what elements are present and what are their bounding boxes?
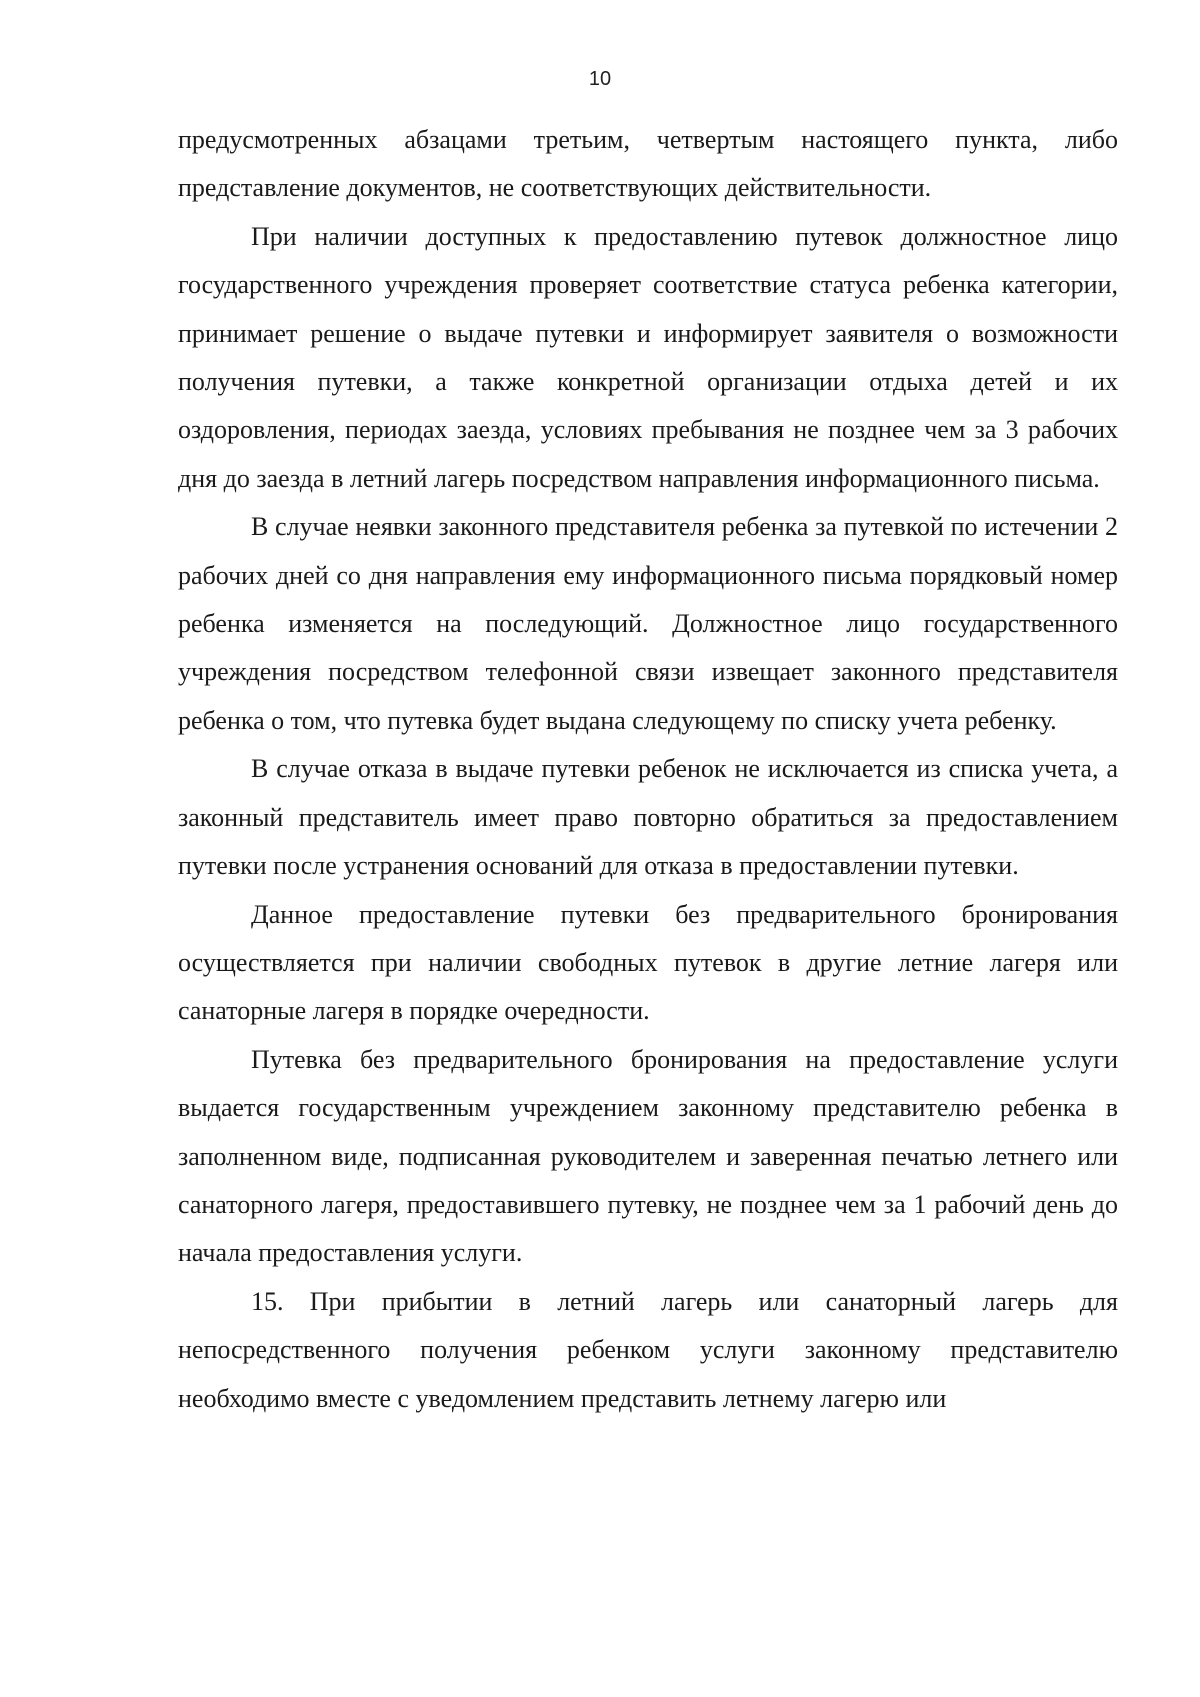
paragraph-continuation: предусмотренных абзацами третьим, четвертым настоящего пункта, либо представление документов, не соответствующих действительности. — [178, 125, 1118, 203]
paragraph-refusal: В случае отказа в выдаче путевки ребенок не исключается из списка учета, а законный представитель имеет право повторно обратиться за предоставлением путевки после устранения оснований для отказа в предоставлении путевки. — [178, 754, 1118, 881]
paragraph-no-show: В случае неявки законного представителя ребенка за путевкой по истечении 2 рабочих дней со дня направления ему информационного письма порядковый номер ребенка изменяется на последующий. Должностное лицо государственного учреждения посредством телефонной связи извещает законного представителя ребенка о том, что путевка будет выдана следующему по списку учета ребенку. — [178, 512, 1118, 735]
paragraph-item-15: 15. При прибытии в летний лагерь или санаторный лагерь для непосредственного получения ребенком услуги законному представителю необходимо вместе с уведомлением представить летнему лагерю или — [178, 1286, 1118, 1413]
document-body — [178, 116, 1118, 1423]
paragraph-available-vouchers: При наличии доступных к предоставлению путевок должностное лицо государственного учреждения проверяет соответствие статуса ребенка категории, принимает решение о выдаче путевки и информирует заявителя о возможности получения путевки, а также конкретной организации отдыха детей и их оздоровления, периодах заезда, условиях пребывания не позднее чем за 3 рабочих дня до заезда в летний лагерь посредством направления информационного письма. — [178, 221, 1118, 493]
paragraph-without-booking: Данное предоставление путевки без предварительного бронирования осуществляется при наличии свободных путевок в другие летние лагеря или санаторные лагеря в порядке очередности. — [178, 899, 1118, 1026]
page-number: 10 — [588, 68, 612, 90]
paragraph-voucher-issuance: Путевка без предварительного бронирования на предоставление услуги выдается государственным учреждением законному представителю ребенка в заполненном виде, подписанная руководителем и заверенная печатью летнего или санаторного лагеря, предоставившего путевку, не позднее чем за 1 рабочий день до начала предоставления услуги. — [178, 1044, 1118, 1268]
